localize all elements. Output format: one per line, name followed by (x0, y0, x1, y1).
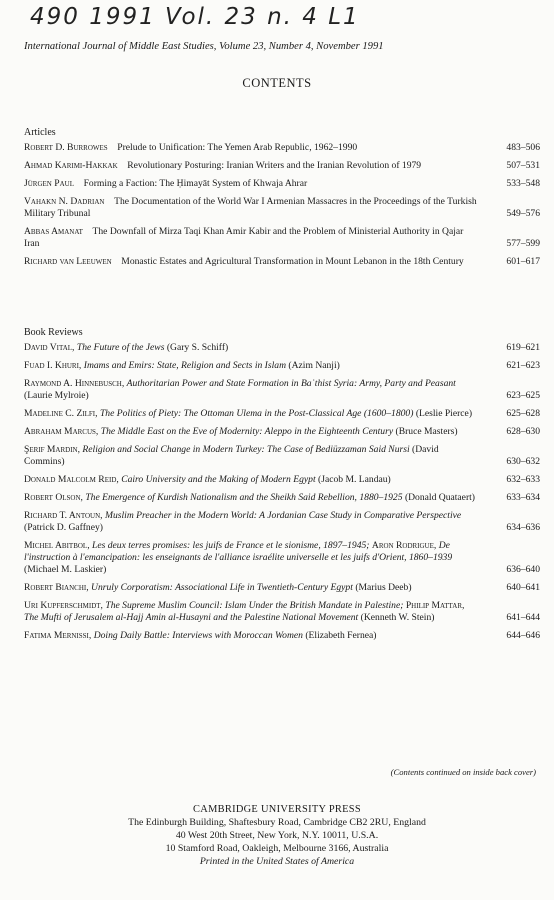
article-title: The Documentation of the World War I Armenian Massacres in the Proceedings of the Turkish Military Tribunal (24, 196, 477, 219)
article-entry (24, 142, 540, 154)
review-book-title-2: De l'instruction à l'emancipation: les enseignants de l'alliance israélite universelle et les juifs d'Orient, 1860–1939 (24, 540, 453, 563)
review-author: Richard T. Antoun, (24, 510, 103, 521)
publisher-block (0, 803, 554, 868)
review-entry (24, 426, 540, 438)
review-pages: 623–625 (506, 390, 540, 401)
review-book-title: Religion and Social Change in Modern Turkey: The Case of Bediüzzaman Said Nursi (82, 444, 410, 455)
review-entry (24, 630, 540, 642)
review-entry (24, 378, 540, 402)
review-entry (24, 342, 540, 354)
review-reviewer: (Azim Nanji) (288, 360, 340, 371)
review-pages: 634–636 (506, 522, 540, 533)
article-entry (24, 256, 540, 268)
review-entry (24, 540, 540, 576)
review-book-title: Muslim Preacher in the Modern World: A Jordanian Case Study in Comparative Perspective (104, 510, 462, 521)
review-entry (24, 408, 540, 420)
article-author: Richard van Leeuwen (24, 256, 112, 267)
review-entry (24, 582, 540, 594)
article-entry (24, 160, 540, 172)
review-reviewer: (Donald Quataert) (404, 492, 475, 503)
review-pages: 640–641 (506, 582, 540, 593)
review-author: Michel Abitbol, (24, 540, 90, 551)
reviews-section (24, 327, 540, 648)
article-title: The Downfall of Mirza Taqi Khan Amir Kabir and the Problem of Ministerial Authority in Qajar Iran (24, 226, 464, 249)
contents-heading: CONTENTS (242, 76, 312, 90)
review-author: Donald Malcolm Reid, (24, 474, 119, 485)
review-reviewer: (Gary S. Schiff) (166, 342, 229, 353)
article-entry (24, 178, 540, 190)
review-author: Şerif Mardin, (24, 444, 80, 455)
review-pages: 621–623 (506, 360, 540, 371)
review-reviewer: (Marius Deeb) (355, 582, 412, 593)
review-entry (24, 600, 540, 624)
review-pages: 632–633 (506, 474, 540, 485)
review-reviewer: (Laurie Mylroie) (24, 390, 89, 401)
review-book-title: The Supreme Muslim Council: Islam Under the British Mandate in Palestine; (105, 600, 404, 611)
article-title: Monastic Estates and Agricultural Transformation in Mount Lebanon in the 18th Century (121, 256, 464, 267)
article-pages: 507–531 (506, 160, 540, 171)
review-book-title: Authoritarian Power and State Formation in Baʿthist Syria: Army, Party and Peasant (126, 378, 456, 389)
article-title: Revolutionary Posturing: Iranian Writers and the Iranian Revolution of 1979 (127, 160, 422, 171)
journal-line: International Journal of Middle East Studies, Volume 23, Number 4, November 1991 (24, 41, 384, 52)
review-pages: 619–621 (506, 342, 540, 353)
publisher-name: CAMBRIDGE UNIVERSITY PRESS (193, 804, 361, 815)
article-title: Forming a Faction: The Ḥimayāt System of Khwaja Ahrar (83, 178, 308, 189)
review-entry (24, 444, 540, 468)
review-reviewer: (Bruce Masters) (395, 426, 458, 437)
review-pages: 625–628 (506, 408, 540, 419)
reviews-heading: Book Reviews (24, 327, 83, 338)
article-pages: 549–576 (506, 208, 540, 219)
review-reviewer: (Jacob M. Landau) (318, 474, 391, 485)
review-book-title-2: The Mufti of Jerusalem al-Hajj Amin al-Husayni and the Palestine National Movement (24, 612, 359, 623)
continued-note: (Contents continued on inside back cover) (390, 767, 536, 777)
review-author: Madeline C. Zilfi, (24, 408, 98, 419)
review-entry (24, 360, 540, 372)
review-reviewer: (Elizabeth Fernea) (305, 630, 377, 641)
article-author: Jürgen Paul (24, 178, 74, 189)
printed-note: Printed in the United States of America (199, 856, 355, 867)
article-author: Robert D. Burrowes (24, 142, 108, 153)
review-book-title: Doing Daily Battle: Interviews with Moroccan Women (93, 630, 303, 641)
publisher-address-3: 10 Stamford Road, Oakleigh, Melbourne 3166, Australia (165, 843, 389, 854)
review-pages: 641–644 (506, 612, 540, 623)
article-author: Vahakn N. Dadrian (24, 196, 105, 207)
review-reviewer: (David Commins) (24, 444, 439, 467)
review-author: Uri Kupferschmidt, (24, 600, 103, 611)
article-pages: 577–599 (506, 238, 540, 249)
review-book-title: Cairo University and the Making of Modern Egypt (121, 474, 316, 485)
review-author: Robert Olson, (24, 492, 83, 503)
article-pages: 533–548 (506, 178, 540, 189)
review-entry (24, 474, 540, 486)
review-entry (24, 492, 540, 504)
article-pages: 483–506 (506, 142, 540, 153)
review-author: David Vital, (24, 342, 75, 353)
review-reviewer: (Leslie Pierce) (415, 408, 473, 419)
review-reviewer: (Patrick D. Gaffney) (24, 522, 103, 533)
review-author: Raymond A. Hinnebusch, (24, 378, 125, 389)
review-author-2: Aron Rodrigue, (371, 540, 437, 551)
article-entry (24, 196, 540, 220)
article-entry (24, 226, 540, 250)
review-book-title: Unruly Corporatism: Associational Life in Twentieth-Century Egypt (91, 582, 353, 593)
review-book-title: The Politics of Piety: The Ottoman Ulema in the Post-Classical Age (1600–1800) (99, 408, 414, 419)
review-author: Robert Bianchi, (24, 582, 89, 593)
review-book-title: Imams and Emirs: State, Religion and Sects in Islam (83, 360, 286, 371)
review-book-title: Les deux terres promises: les juifs de France et le sionisme, 1897–1945; (92, 540, 370, 551)
review-book-title: The Emergence of Kurdish Nationalism and the Sheikh Said Rebellion, 1880–1925 (85, 492, 403, 503)
review-book-title: The Middle East on the Eve of Modernity: Aleppo in the Eighteenth Century (100, 426, 394, 437)
review-reviewer: (Kenneth W. Stein) (360, 612, 435, 623)
publisher-address-2: 40 West 20th Street, New York, N.Y. 10011, U.S.A. (175, 830, 379, 841)
review-pages: 644–646 (506, 630, 540, 641)
review-author: Fatima Mernissi, (24, 630, 92, 641)
review-book-title: The Future of the Jews (76, 342, 165, 353)
review-reviewer: (Michael M. Laskier) (24, 564, 107, 575)
review-author-2: Philip Mattar, (405, 600, 465, 611)
review-pages: 630–632 (506, 456, 540, 467)
articles-list (24, 142, 540, 268)
article-author: Abbas Amanat (24, 226, 83, 237)
articles-heading: Articles (24, 127, 56, 138)
article-pages: 601–617 (506, 256, 540, 267)
article-author: Ahmad Karimi-Hakkak (24, 160, 118, 171)
handwritten-note: 490 1991 Vol. 23 n. 4 L1 (30, 4, 360, 30)
review-pages: 636–640 (506, 564, 540, 575)
reviews-list (24, 342, 540, 642)
review-pages: 633–634 (506, 492, 540, 503)
article-title: Prelude to Unification: The Yemen Arab Republic, 1962–1990 (117, 142, 358, 153)
review-pages: 628–630 (506, 426, 540, 437)
review-entry (24, 510, 540, 534)
publisher-address-1: The Edinburgh Building, Shaftesbury Road, Cambridge CB2 2RU, England (128, 817, 426, 828)
articles-section (24, 127, 540, 274)
review-author: Abraham Marcus, (24, 426, 99, 437)
review-author: Fuad I. Khuri, (24, 360, 82, 371)
